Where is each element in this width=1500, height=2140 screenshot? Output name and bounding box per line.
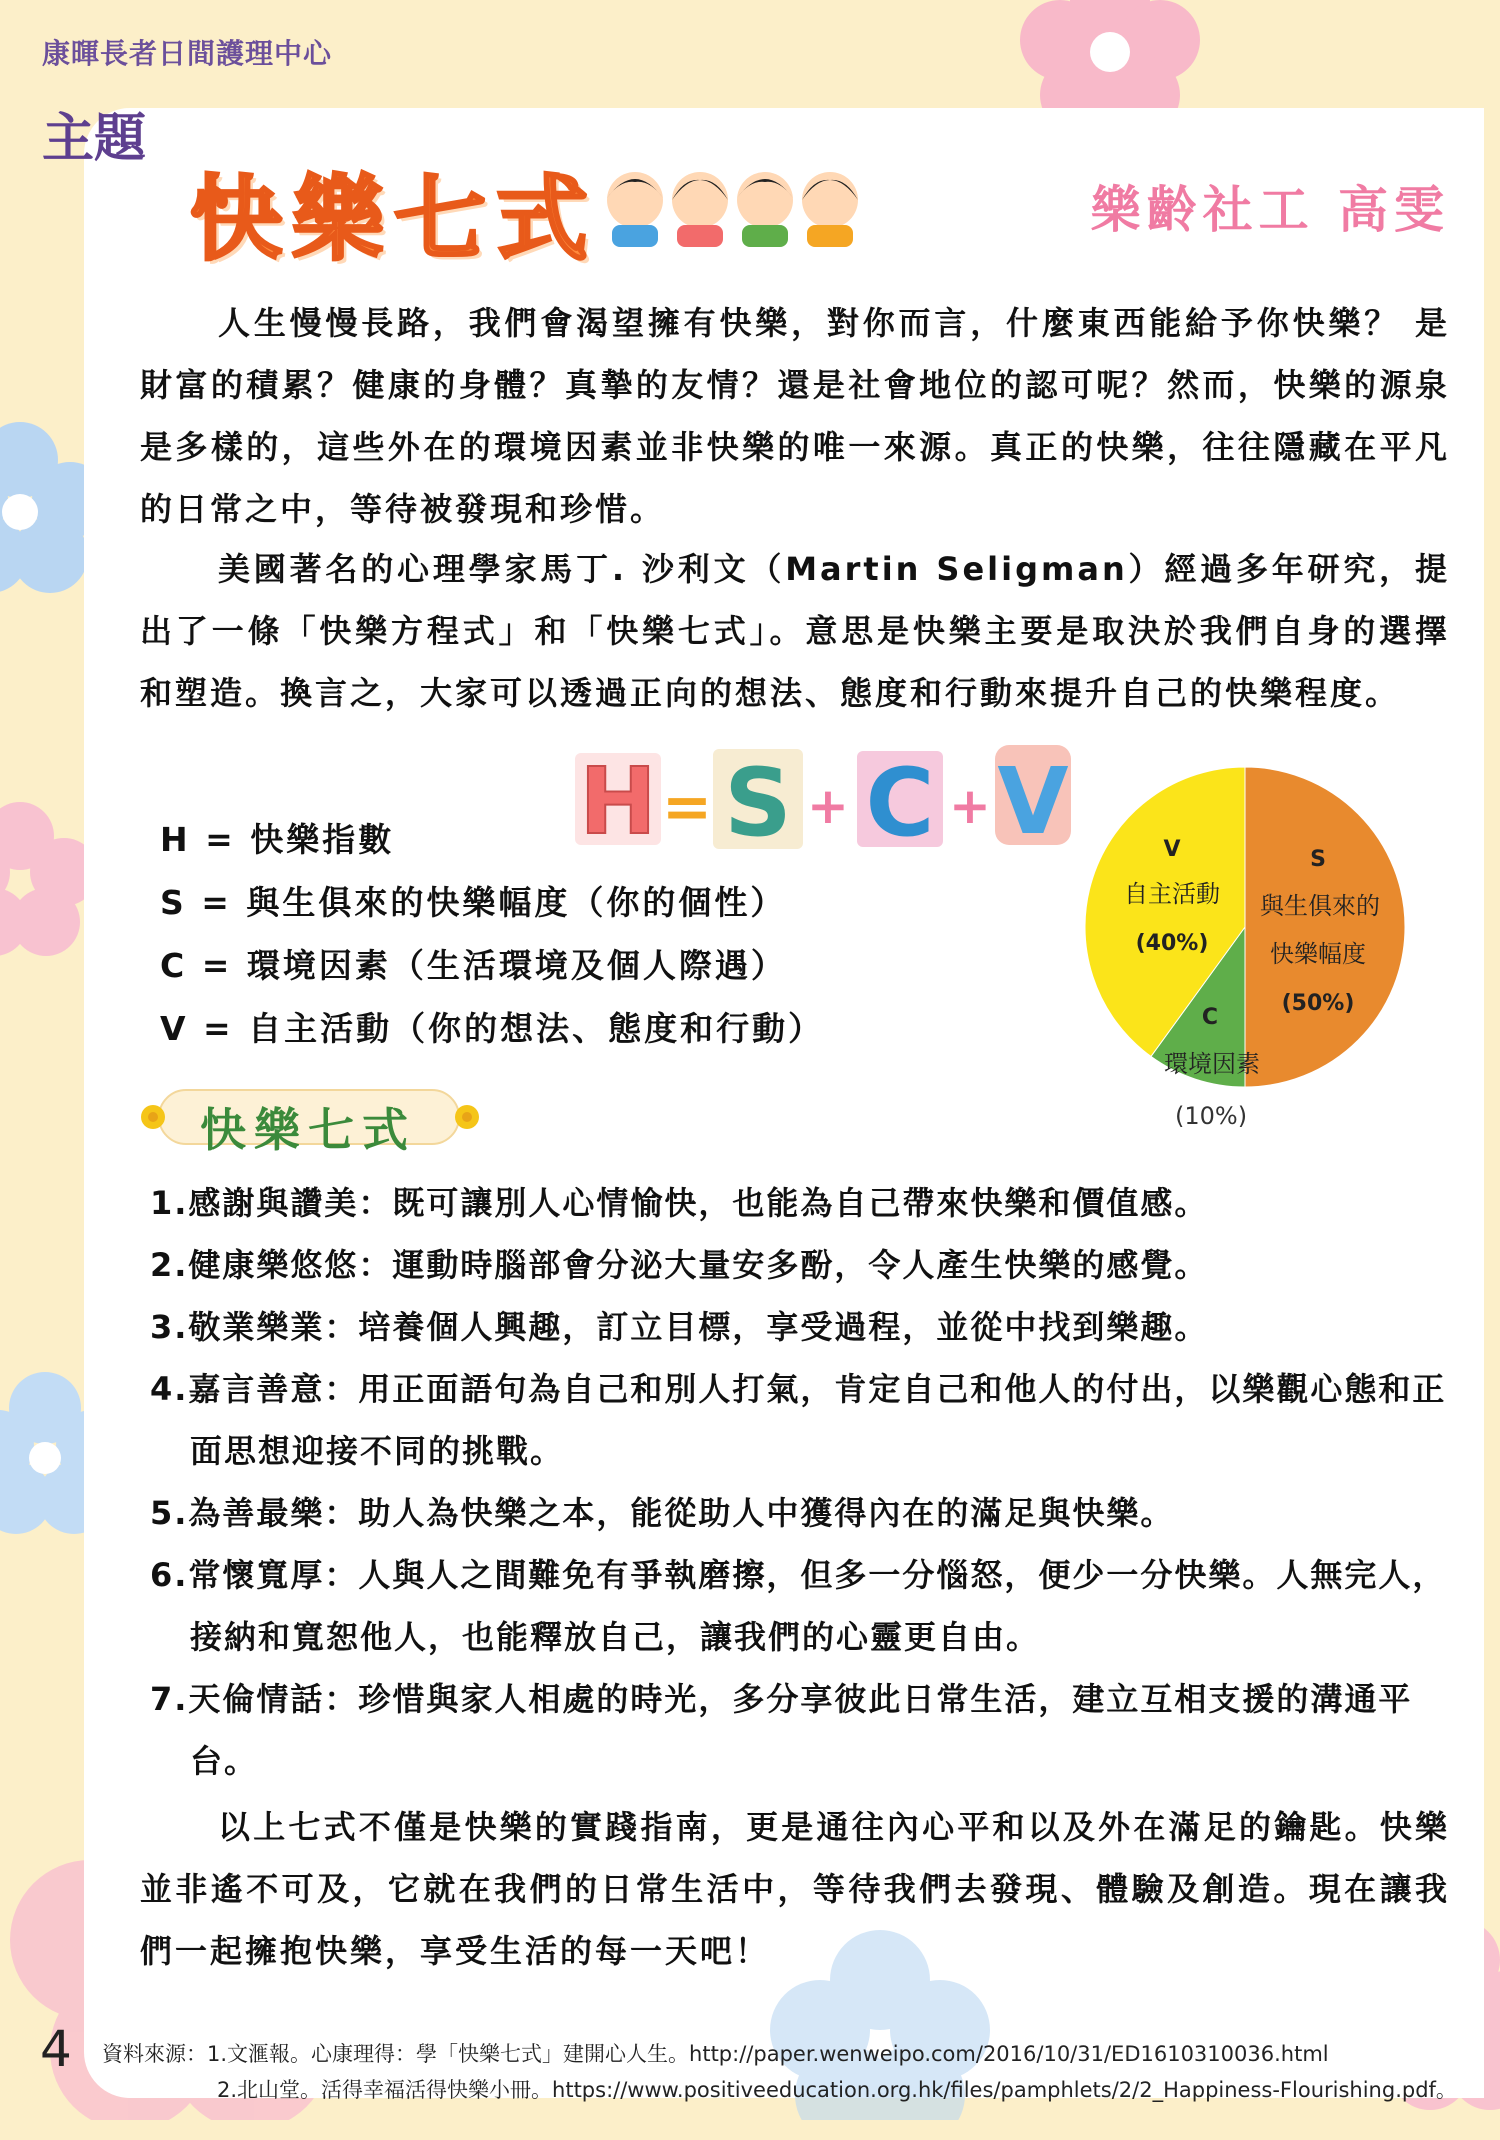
pie-label-c-line1: 環境因素 [1164,1050,1260,1078]
list-item: 7.天倫情話：珍惜與家人相處的時光，多分享彼此日常生活，建立互相支援的溝通平台。 [150,1680,1413,1780]
organization-name: 康暉長者日間護理中心 [42,37,333,70]
definition-c: C = 環境因素（生活環境及個人際遇） [160,946,787,985]
pie-label-c-letter: C [1201,1005,1219,1030]
list-item: 3.敬業樂業：培養個人興趣，訂立目標，享受過程，並從中找到樂趣。 [150,1308,1209,1346]
page-number: 4 [40,2020,72,2078]
definition-s: S = 與生俱來的快樂幅度（你的個性） [160,883,787,922]
section-label: 主題 [42,108,147,169]
sources [102,2036,1457,2108]
pie-label-s-line2: 快樂幅度 [1270,940,1366,968]
children-illustration-icon [600,160,860,250]
list-item: 2.健康樂悠悠：運動時腦部會分泌大量安多酚，令人產生快樂的感覺。 [150,1246,1209,1284]
formula-equals: = [661,772,713,842]
formula-letter-h: H [579,748,657,855]
intro-paragraph-2: 美國著名的心理學家馬丁. 沙利文（Martin Seligman）經過多年研究，提出了一條「快樂方程式」和「快樂七式」。意思是快樂主要是取決於我們自身的選擇和塑造。換言之，大家可以透過正向的想法、態度和行動來提升自己的快樂程度。 [140,550,1450,712]
pie-label-c-value: (10%) [1175,1102,1248,1130]
pie-label-s-value: (50%) [1281,991,1355,1016]
pie-label-v-letter: V [1163,837,1181,862]
pie-label-s-letter: S [1310,847,1326,872]
definition-h: H = 快樂指數 [160,820,395,859]
source-line-1: 資料來源：1.文滙報。心康理得：學「快樂七式」建開心人生。http://paper.wenweipo.com/2016/10/31/ED1610310036.html [102,2042,1329,2066]
intro-paragraph-1: 人生慢慢長路，我們會渴望擁有快樂，對你而言，什麼東西能給予你快樂？ 是財富的積累？健康的身體？真摯的友情？還是社會地位的認可呢？然而，快樂的源泉是多樣的，這些外在的環境因素並非快樂的唯一來源。真正的快樂，往往隱藏在平凡的日常之中，等待被發現和珍惜。 [140,304,1450,528]
list-item: 6.常懷寬厚：人與人之間難免有爭執磨擦，但多一分惱怒，便少一分快樂。人無完人，接納和寬恕他人，也能釋放自己，讓我們的心靈更自由。 [150,1556,1447,1656]
formula-letter-s: S [724,749,792,855]
pie-label-s-line1: 與生俱來的 [1260,892,1380,920]
list-item: 4.嘉言善意：用正面語句為自己和別人打氣，肯定自己和他人的付出，以樂觀心態和正面思想迎接不同的挑戰。 [150,1370,1447,1470]
formula-letter-v: V [997,748,1069,855]
source-line-2: 2.北山堂。活得幸福活得快樂小冊。https://www.positiveeducation.org.hk/files/pamphlets/2/2_Happiness-Flourishing.pdf。 [217,2078,1457,2102]
section-heading: 快樂七式 [200,1103,416,1157]
seven-ways-list [150,1172,1460,1792]
pie-label-v-line1: 自主活動 [1124,880,1220,908]
conclusion-paragraph: 以上七式不僅是快樂的實踐指南，更是通往內心平和以及外在滿足的鑰匙。快樂並非遙不可及，它就在我們的日常生活中，等待我們去發現、體驗及創造。現在讓我們一起擁抱快樂，享受生活的每一天吧！ [140,1808,1450,1970]
formula-definitions [160,808,824,1060]
list-item: 1.感謝與讚美：既可讓別人心情愉快，也能為自己帶來快樂和價值感。 [150,1184,1209,1222]
happiness-pie-chart [1080,762,1410,1092]
pie-slice-s [1245,767,1405,1087]
formula-plus-1: + [807,777,849,835]
pie-label-v-value: (40%) [1135,931,1209,956]
formula-letter-c: C [865,749,935,855]
list-item: 5.為善最樂：助人為快樂之本，能從助人中獲得內在的滿足與快樂。 [150,1494,1175,1532]
page-title: 快樂七式 [190,166,599,273]
formula-plus-2: + [949,777,991,835]
definition-v: V = 自主活動（你的想法、態度和行動） [160,1009,825,1048]
author-name: 樂齡社工 高雯 [1090,180,1450,239]
